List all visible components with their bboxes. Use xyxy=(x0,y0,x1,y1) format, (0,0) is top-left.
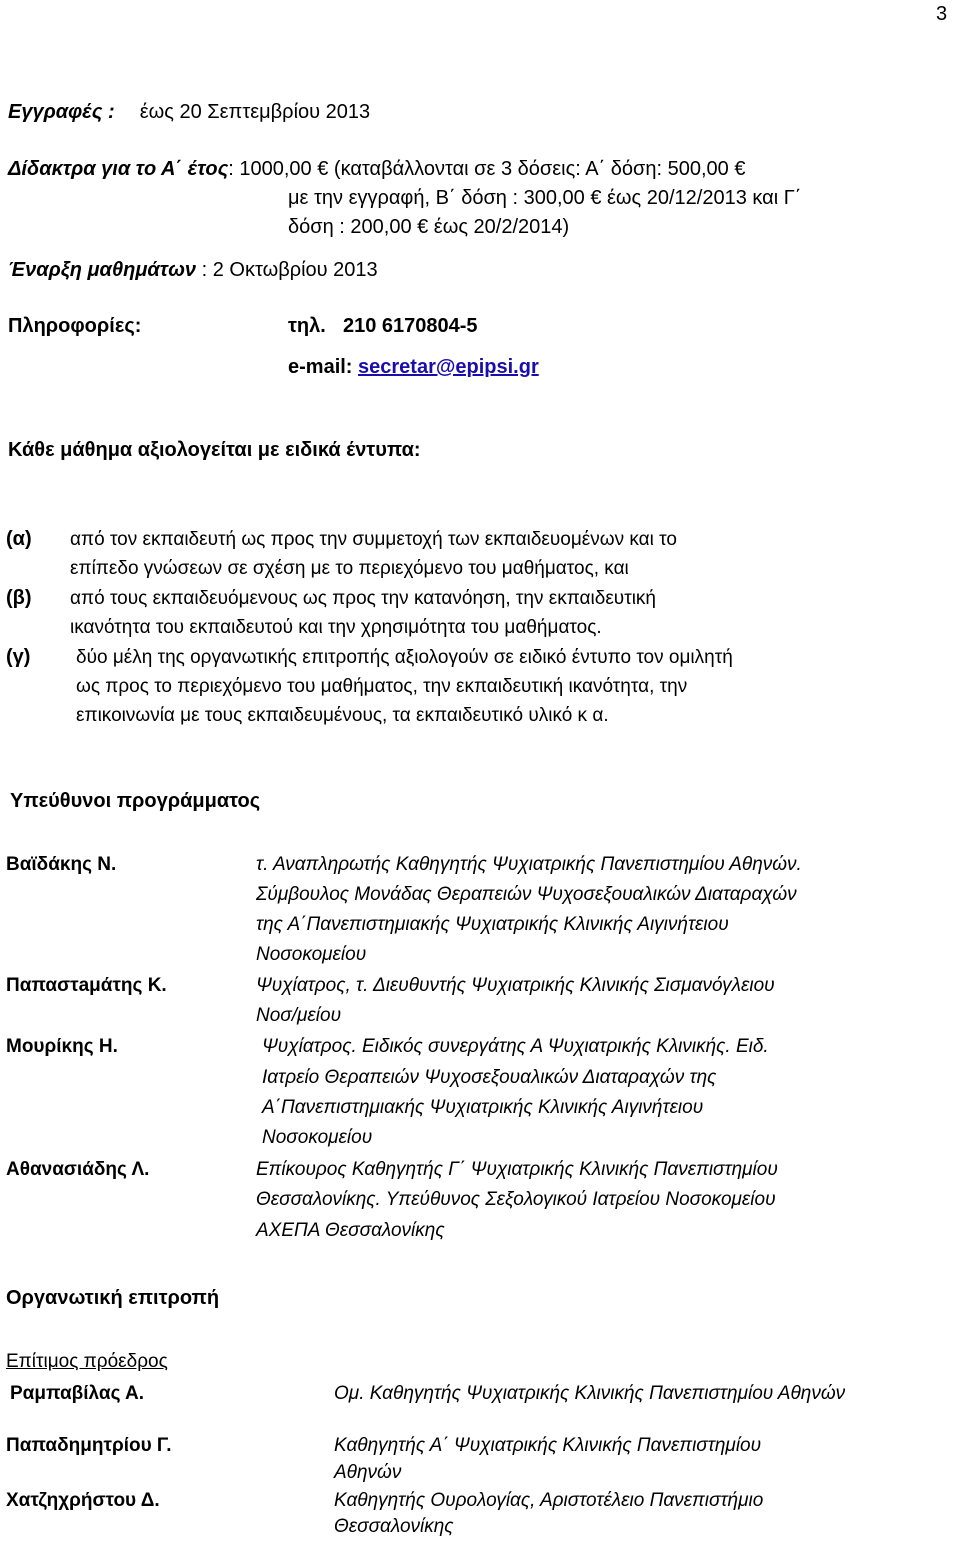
eval-b-line-1: από τους εκπαιδευόμενους ως προς την κατανόηση, την εκπαιδευτική xyxy=(70,588,656,609)
info-email-line xyxy=(288,353,539,381)
fees-line-2: με την εγγραφή, Β΄ δόση : 300,00 € έως 20/12/2013 και Γ΄ xyxy=(288,187,802,209)
eval-marker-b: (β) xyxy=(6,587,32,609)
committee-heading: Οργανωτική επιτροπή xyxy=(6,1287,220,1309)
eval-c-line-3: επικοινωνία με τους εκπαιδευμένους, τα εκπαιδευτικό υλικό κ α. xyxy=(76,705,609,726)
responsible-name-4: Αθανασιάδης Λ. xyxy=(6,1159,150,1180)
eval-marker-a: (α) xyxy=(6,528,32,550)
responsible-3-line-1: Ψυχίατρος. Ειδικός συνεργάτης Α Ψυχιατρικής Κλινικής. Ειδ. xyxy=(262,1036,769,1057)
responsible-name-3: Μουρίκης Η. xyxy=(6,1036,118,1057)
responsible-3-line-4: Νοσοκομείου xyxy=(262,1127,373,1148)
fees-label: Δίδακτρα για το Α΄ έτος xyxy=(8,158,229,180)
committee-2-line-1: Καθηγητής Α΄ Ψυχιατρικής Κλινικής Πανεπιστημίου xyxy=(334,1435,762,1456)
start-line xyxy=(8,256,378,284)
eval-a-line-2: επίπεδο γνώσεων σε σχέση με το περιεχόμενο του μαθήματος, και xyxy=(70,558,629,579)
fees-text-1: : 1000,00 € (καταβάλλονται σε 3 δόσεις: Α΄ δόση: 500,00 € xyxy=(228,158,746,180)
responsible-2-line-1: Ψυχίατρος, τ. Διευθυντής Ψυχιατρικής Κλινικής Σισμανόγλειου xyxy=(256,975,775,996)
responsible-1-line-4: Νοσοκομείου xyxy=(256,944,367,965)
email-label: e-mail: xyxy=(288,356,353,378)
registration-line xyxy=(8,98,370,126)
committee-name-3: Χατζηχρήστου Δ. xyxy=(6,1490,160,1511)
responsible-3-line-3: Α΄Πανεπιστημιακής Ψυχιατρικής Κλινικής Αιγινήτειου xyxy=(262,1097,704,1118)
responsible-1-line-1: τ. Αναπληρωτής Καθηγητής Ψυχιατρικής Πανεπιστημίου Αθηνών. xyxy=(256,854,802,875)
eval-marker-c: (γ) xyxy=(6,646,31,668)
registration-label: Εγγραφές : xyxy=(8,101,115,123)
phone-value: 210 6170804-5 xyxy=(342,315,478,337)
eval-a-line-1: από τον εκπαιδευτή ως προς την συμμετοχή των εκπαιδευομένων και το xyxy=(70,529,677,550)
phone-label: τηλ. xyxy=(288,315,326,337)
committee-name-1: Ραμπαβίλας Α. xyxy=(10,1383,145,1404)
responsible-1-line-2: Σύμβουλος Μονάδας Θεραπειών Ψυχοσεξουαλικών Διαταραχών xyxy=(256,884,797,905)
committee-3-line-2: Θεσσαλονίκης xyxy=(334,1516,454,1537)
evaluation-heading: Κάθε μάθημα αξιολογείται με ειδικά έντυπα: xyxy=(8,439,421,461)
fees-line-1 xyxy=(8,155,745,183)
committee-1-line-1: Ομ. Καθηγητής Ψυχιατρικής Κλινικής Πανεπιστημίου Αθηνών xyxy=(334,1383,846,1404)
responsible-4-line-2: Θεσσαλονίκης. Υπεύθυνος Σεξολογικού Ιατρείου Νοσοκομείου xyxy=(256,1189,776,1210)
eval-c-line-1: δύο μέλη της οργανωτικής επιτροπής αξιολογούν σε ειδικό έντυπο τον ομιλητή xyxy=(76,647,733,668)
start-value: : 2 Οκτωβρίου 2013 xyxy=(201,259,378,281)
committee-2-line-2: Αθηνών xyxy=(334,1462,402,1483)
info-phone-line xyxy=(288,312,478,340)
committee-3-line-1: Καθηγητής Ουρολογίας, Αριστοτέλειο Πανεπιστήμιο xyxy=(334,1490,764,1511)
registration-value: έως 20 Σεπτεμβρίου 2013 xyxy=(139,101,371,123)
fees-line-3: δόση : 200,00 € έως 20/2/2014) xyxy=(288,216,570,238)
eval-c-line-2: ως προς το περιεχόμενο του μαθήματος, την εκπαιδευτική ικανότητα, την xyxy=(76,676,688,697)
responsible-name-2: Παπαστaμάτης Κ. xyxy=(6,975,167,996)
eval-b-line-2: ικανότητα του εκπαιδευτού και την χρησιμότητα του μαθήματος. xyxy=(70,617,602,638)
email-link[interactable]: secretar@epipsi.gr xyxy=(358,356,539,378)
responsible-heading: Υπεύθυνοι προγράμματος xyxy=(10,790,261,812)
page-number: 3 xyxy=(936,3,948,25)
responsible-2-line-2: Νοσ/μείου xyxy=(256,1005,342,1026)
start-label: Έναρξη μαθημάτων xyxy=(8,259,197,281)
honorary-label: Επίτιμος πρόεδρος xyxy=(6,1351,168,1372)
responsible-3-line-2: Ιατρείο Θεραπειών Ψυχοσεξουαλικών Διαταραχών της xyxy=(262,1067,717,1088)
info-label: Πληροφορίες: xyxy=(8,315,142,337)
committee-name-2: Παπαδημητρίου Γ. xyxy=(6,1435,172,1456)
responsible-4-line-3: ΑΧΕΠΑ Θεσσαλονίκης xyxy=(256,1220,445,1241)
responsible-name-1: Βαϊδάκης Ν. xyxy=(6,854,117,875)
responsible-1-line-3: της Α΄Πανεπιστημιακής Ψυχιατρικής Κλινικής Αιγινήτειου xyxy=(256,914,729,935)
responsible-4-line-1: Επίκουρος Καθηγητής Γ΄ Ψυχιατρικής Κλινικής Πανεπιστημίου xyxy=(256,1159,778,1180)
